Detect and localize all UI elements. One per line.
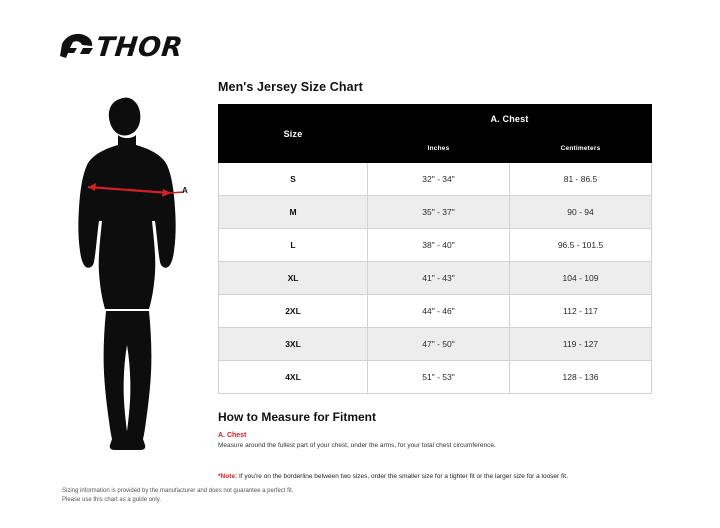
cell-size: 4XL [219, 361, 368, 394]
cell-inches: 47" - 50" [368, 328, 510, 361]
table-row [219, 295, 652, 328]
cell-size: 2XL [219, 295, 368, 328]
page-title: Men's Jersey Size Chart [218, 80, 363, 94]
fitment-item-description: Measure around the fullest part of your chest, under the arms, for your total chest circumference. [218, 442, 496, 449]
chart-content [218, 80, 652, 488]
cell-size: L [219, 229, 368, 262]
table-row [219, 328, 652, 361]
brand-logo [60, 30, 183, 64]
table-row [219, 196, 652, 229]
footer-line-2: Please use this chart as a guide only. [62, 497, 161, 504]
cell-inches: 41" - 43" [368, 262, 510, 295]
footer-line-1: Sizing information is provided by the manufacturer and does not guarantee a perfect fit. [62, 487, 294, 494]
table-row [219, 262, 652, 295]
fitment-item-label: A. Chest [218, 432, 247, 439]
fitment-title: How to Measure for Fitment [218, 410, 377, 424]
body-figure [52, 95, 212, 455]
cell-centimeters: 96.5 - 101.5 [510, 229, 652, 262]
cell-size: XL [219, 262, 368, 295]
header-inches: Inches [368, 134, 510, 163]
fitment-note-text: If you're on the borderline between two sizes, order the smaller size for a tighter fit or the larger size for a looser fit. [238, 473, 568, 481]
table-row [219, 229, 652, 262]
cell-centimeters: 128 - 136 [510, 361, 652, 394]
cell-size: M [219, 196, 368, 229]
cell-inches: 32" - 34" [368, 163, 510, 196]
cell-inches: 51" - 53" [368, 361, 510, 394]
measure-point-label-a: A [182, 186, 188, 195]
table-row [219, 163, 652, 196]
table-header [219, 105, 652, 163]
table-row [219, 361, 652, 394]
cell-size: 3XL [219, 328, 368, 361]
cell-centimeters: 90 - 94 [510, 196, 652, 229]
header-chest-group: A. Chest [368, 105, 652, 134]
cell-centimeters: 104 - 109 [510, 262, 652, 295]
cell-inches: 35" - 37" [368, 196, 510, 229]
cell-inches: 38" - 40" [368, 229, 510, 262]
fitment-note-label: *Note: [218, 473, 238, 481]
footer-disclaimer [62, 487, 293, 506]
table-body [219, 163, 652, 394]
thor-helmet-icon [60, 32, 94, 62]
brand-name: THOR [94, 31, 185, 63]
cell-centimeters: 112 - 117 [510, 295, 652, 328]
cell-size: S [219, 163, 368, 196]
cell-centimeters: 119 - 127 [510, 328, 652, 361]
fitment-note [218, 472, 652, 481]
fitment-section [218, 410, 652, 482]
header-size: Size [219, 105, 368, 163]
male-body-silhouette-icon [78, 98, 175, 450]
size-chart-table [218, 104, 652, 394]
cell-inches: 44" - 46" [368, 295, 510, 328]
cell-centimeters: 81 - 86.5 [510, 163, 652, 196]
header-centimeters: Centimeters [510, 134, 652, 163]
